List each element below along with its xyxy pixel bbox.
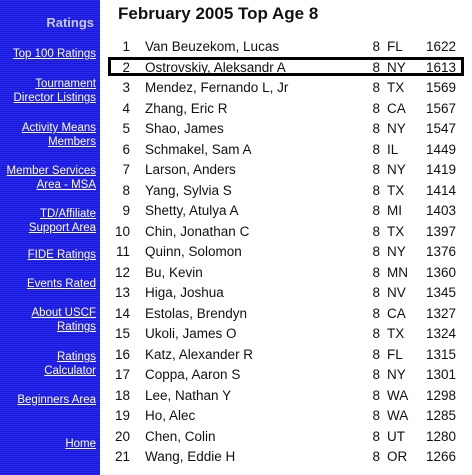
player-name-cell: Estolas, Brendyn [145, 305, 248, 321]
player-name-cell: Shetty, Atulya A [145, 203, 239, 218]
td-affiliate-support-area-link[interactable] [0, 207, 96, 235]
sidebar-link-line: Area - MSA [36, 179, 96, 191]
rank-cell: 9 [122, 203, 130, 218]
tournament-director-listings-link[interactable] [0, 77, 96, 105]
table-row [100, 181, 472, 202]
state-cell: UT [387, 428, 405, 444]
state-cell: NY [387, 121, 406, 136]
sidebar-link-line: Tournament [35, 78, 96, 90]
state-cell: WA [387, 408, 409, 423]
rating-cell: 1376 [425, 244, 456, 259]
player-name-cell: Ho, Alec [145, 408, 196, 423]
rating-cell: 1280 [425, 428, 456, 444]
rank-cell: 7 [122, 162, 130, 177]
rankings-table [100, 37, 472, 468]
rank-cell: 14 [114, 305, 130, 321]
table-row [100, 304, 472, 325]
state-cell: NY [387, 244, 406, 259]
age-cell: 8 [372, 39, 380, 54]
table-row [100, 222, 472, 243]
sidebar-link-line: Support Area [28, 222, 96, 234]
sidebar-nav [0, 0, 100, 475]
rating-cell: 1315 [425, 346, 456, 362]
player-name-cell: Lee, Nathan Y [145, 387, 232, 403]
rating-cell: 1414 [425, 182, 456, 198]
rating-cell: 1569 [425, 80, 456, 95]
player-name-cell: Chin, Jonathan C [145, 223, 250, 239]
player-name-cell: Coppa, Aaron S [145, 367, 241, 382]
age-cell: 8 [372, 285, 380, 300]
rating-cell: 1567 [425, 100, 456, 116]
sidebar-link-line: Home [65, 438, 96, 450]
player-name-cell: Higa, Joshua [145, 285, 224, 300]
state-cell: WA [387, 387, 409, 403]
activity-means-members-link[interactable] [0, 121, 96, 149]
age-cell: 8 [372, 80, 380, 95]
age-cell: 8 [372, 100, 380, 116]
player-name-cell: Ostrovskiy, Aleksandr A [145, 59, 286, 75]
rank-cell: 17 [114, 367, 130, 382]
player-name-cell: Yang, Sylvia S [145, 182, 232, 198]
rating-cell: 1360 [425, 264, 456, 280]
state-cell: NY [387, 367, 406, 382]
player-name-cell: Schmakel, Sam A [145, 141, 252, 157]
table-row [100, 365, 472, 386]
sidebar-link-line: Activity Means [21, 122, 96, 134]
sidebar-link-line: Ratings [57, 321, 96, 333]
table-row [100, 58, 472, 79]
state-cell: NY [387, 59, 406, 75]
rank-cell: 4 [122, 100, 130, 116]
state-cell: TX [387, 223, 405, 239]
ratings-calculator-link[interactable] [0, 350, 96, 378]
rank-cell: 8 [122, 182, 130, 198]
state-cell: IL [387, 141, 399, 157]
sidebar-link-line: Member Services [6, 165, 96, 177]
rank-cell: 18 [114, 387, 130, 403]
player-name-cell: Katz, Alexander R [145, 346, 254, 362]
sidebar-link-line: FIDE Ratings [27, 249, 96, 261]
rating-cell: 1327 [425, 305, 456, 321]
age-cell: 8 [372, 59, 380, 75]
table-row [100, 283, 472, 304]
table-row [100, 427, 472, 448]
home-link[interactable] [0, 437, 96, 451]
age-cell: 8 [372, 244, 380, 259]
age-cell: 8 [372, 182, 380, 198]
table-row [100, 345, 472, 366]
rank-cell: 5 [122, 121, 130, 136]
age-cell: 8 [372, 346, 380, 362]
age-cell: 8 [372, 121, 380, 136]
player-name-cell: Van Beuzekom, Lucas [145, 39, 280, 54]
rating-cell: 1301 [425, 367, 456, 382]
sidebar-link-line: Members [48, 136, 96, 148]
player-name-cell: Zhang, Eric R [145, 100, 228, 116]
page-title: February 2005 Top Age 8 [118, 4, 319, 23]
age-cell: 8 [372, 141, 380, 157]
rating-cell: 1397 [425, 223, 456, 239]
about-uscf-ratings-link[interactable] [0, 306, 96, 334]
rating-cell: 1449 [425, 141, 456, 157]
player-name-cell: Mendez, Fernando L, Jr [145, 80, 289, 95]
table-row [100, 119, 472, 140]
age-cell: 8 [372, 264, 380, 280]
table-row [100, 447, 472, 468]
top-100-ratings-link[interactable] [0, 47, 96, 61]
table-row [100, 37, 472, 58]
state-cell: OR [387, 449, 408, 464]
table-row [100, 242, 472, 263]
rank-cell: 12 [114, 264, 130, 280]
rating-cell: 1403 [425, 203, 456, 218]
state-cell: FL [387, 39, 403, 54]
rating-cell: 1622 [425, 39, 456, 54]
sidebar-link-line: Director Listings [13, 92, 96, 104]
state-cell: NV [387, 285, 406, 300]
rank-cell: 15 [114, 326, 130, 341]
beginners-area-link[interactable] [0, 393, 96, 407]
state-cell: NY [387, 162, 406, 177]
sidebar-link-line: Events Rated [26, 278, 96, 290]
player-name-cell: Shao, James [145, 121, 224, 136]
table-row [100, 160, 472, 181]
age-cell: 8 [372, 449, 380, 464]
rank-cell: 21 [114, 449, 130, 464]
rank-cell: 11 [115, 244, 130, 259]
rank-cell: 13 [114, 285, 130, 300]
sidebar-link-line: Calculator [44, 365, 96, 377]
table-row [100, 324, 472, 345]
player-name-cell: Bu, Kevin [145, 264, 203, 280]
rating-cell: 1298 [425, 387, 456, 403]
age-cell: 8 [372, 203, 380, 218]
rating-cell: 1324 [425, 326, 456, 341]
sidebar-heading: Ratings [46, 15, 94, 30]
table-row [100, 263, 472, 284]
rank-cell: 1 [122, 39, 130, 54]
state-cell: TX [387, 80, 405, 95]
player-name-cell: Ukoli, James O [145, 326, 237, 341]
state-cell: FL [387, 346, 403, 362]
rating-cell: 1547 [425, 121, 456, 136]
age-cell: 8 [372, 326, 380, 341]
player-name-cell: Larson, Anders [145, 162, 236, 177]
rank-cell: 20 [114, 428, 130, 444]
age-cell: 8 [372, 387, 380, 403]
state-cell: TX [387, 326, 405, 341]
table-row [100, 99, 472, 120]
rating-cell: 1285 [425, 408, 456, 423]
sidebar-link-line: Top 100 Ratings [12, 48, 96, 60]
sidebar-link-line: TD/Affiliate [39, 208, 96, 220]
table-row [100, 406, 472, 427]
player-name-cell: Chen, Colin [145, 428, 216, 444]
sidebar-link-line: Ratings [57, 351, 96, 363]
age-cell: 8 [372, 408, 380, 423]
table-row [100, 78, 472, 99]
rating-cell: 1613 [425, 59, 456, 75]
rank-cell: 2 [122, 59, 130, 75]
sidebar-link-line: About USCF [31, 307, 96, 319]
age-cell: 8 [372, 305, 380, 321]
events-rated-link[interactable] [0, 277, 96, 291]
sidebar-link-line: Beginners Area [17, 394, 96, 406]
player-name-cell: Wang, Eddie H [145, 449, 236, 464]
rating-cell: 1419 [425, 162, 456, 177]
rank-cell: 10 [114, 223, 130, 239]
age-cell: 8 [372, 367, 380, 382]
rating-cell: 1266 [425, 449, 456, 464]
table-row [100, 140, 472, 161]
rank-cell: 6 [122, 141, 130, 157]
state-cell: MI [387, 203, 402, 218]
age-cell: 8 [372, 428, 380, 444]
player-name-cell: Quinn, Solomon [145, 244, 242, 259]
member-services-area-link[interactable] [0, 164, 96, 192]
table-row [100, 386, 472, 407]
state-cell: TX [387, 182, 405, 198]
rank-cell: 3 [122, 80, 130, 95]
fide-ratings-link[interactable] [0, 248, 96, 262]
state-cell: CA [387, 305, 406, 321]
rank-cell: 19 [114, 408, 130, 423]
main-content [100, 0, 472, 475]
age-cell: 8 [372, 162, 380, 177]
state-cell: CA [387, 100, 406, 116]
rating-cell: 1345 [425, 285, 456, 300]
table-row [100, 201, 472, 222]
age-cell: 8 [372, 223, 380, 239]
state-cell: MN [387, 264, 408, 280]
rank-cell: 16 [114, 346, 130, 362]
